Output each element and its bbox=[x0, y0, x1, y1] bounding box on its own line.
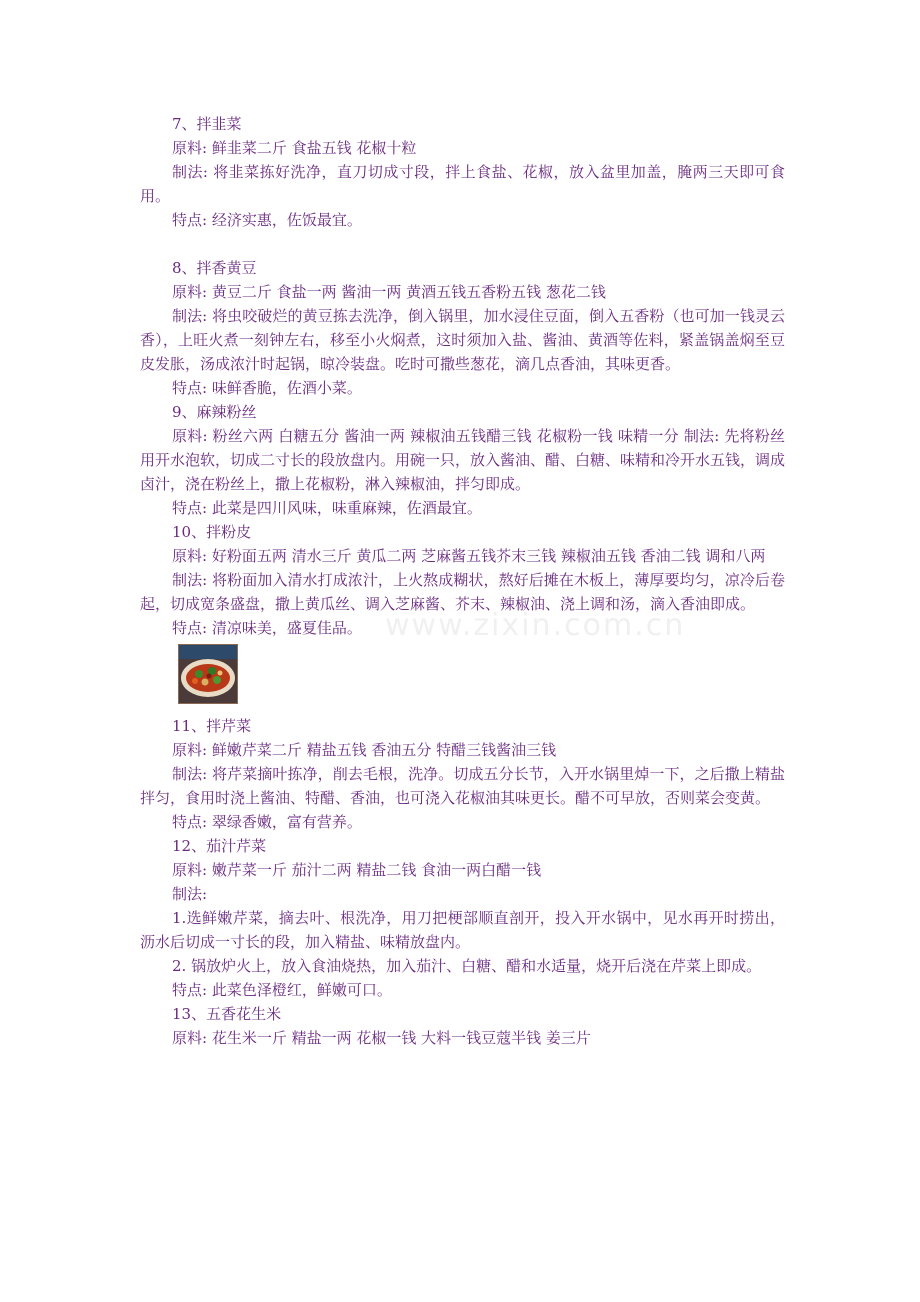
recipe-title: 12、茄汁芹菜 bbox=[172, 837, 267, 855]
method-paragraph: 制法: 将芹菜摘叶拣净，削去毛根，洗净。切成五分长节，入开水锅里焯一下，之后撒上精盐拌匀，食用时浇上酱油、特醋、香油，也可浇入花椒油其味更长。醋不可早放，否则菜会变黄。 bbox=[140, 765, 785, 807]
ingredients-line: 原料: 花生米一斤 精盐一两 花椒一钱 大料一钱豆蔻半钱 姜三片 bbox=[172, 1029, 591, 1047]
ingredients-line: 原料: 黄豆二斤 食盐一两 酱油一两 黄酒五钱五香粉五钱 葱花二钱 bbox=[172, 283, 606, 301]
watermark: www.zixin.com.cn bbox=[385, 608, 686, 643]
recipe-title: 7、拌韭菜 bbox=[172, 115, 242, 133]
recipe-title: 8、拌香黄豆 bbox=[172, 259, 257, 277]
ingredients-line: 原料: 鲜嫩芹菜二斤 精盐五钱 香油五分 特醋三钱酱油三钱 bbox=[172, 741, 557, 759]
ingredients-line: 原料: 鲜韭菜二斤 食盐五钱 花椒十粒 bbox=[172, 139, 417, 157]
method-paragraph: 制法: 将韭菜拣好洗净，直刀切成寸段，拌上食盐、花椒，放入盆里加盖，腌两三天即可食用。 bbox=[140, 163, 785, 205]
method-step: 2. 锅放炉火上，放入食油烧热，加入茄汁、白糖、醋和水适量，烧开后浇在芹菜上即成。 bbox=[172, 957, 762, 975]
feature-line: 特点: 此菜色泽橙红，鲜嫩可口。 bbox=[172, 981, 392, 999]
method-step: 1.选鲜嫩芹菜，摘去叶、根洗净，用刀把梗部顺直剖开，投入开水锅中，见水再开时捞出，沥水后切成一寸长的段，加入精盐、味精放盘内。 bbox=[140, 909, 785, 951]
recipe-title: 13、五香花生米 bbox=[172, 1005, 282, 1023]
recipe-title: 11、拌芹菜 bbox=[172, 717, 252, 735]
method-paragraph: 制法: 将虫咬破烂的黄豆拣去洗净，倒入锅里，加水浸住豆面，倒入五香粉（也可加一钱灵云香），上旺火煮一刻钟左右，移至小火焖煮，这时须加入盐、酱油、黄酒等佐料，紧盖锅盖焖至豆皮发胀，汤成浓汁时起锅，晾冷装盘。吃时可撒些葱花，滴几点香油，其味更香。 bbox=[140, 307, 785, 373]
method-paragraph: 制法: 将粉面加入清水打成浓汁，上火熬成糊状，熬好后摊在木板上，薄厚要均匀，凉冷后卷起，切成宽条盛盘，撒上黄瓜丝、调入芝麻酱、芥末、辣椒油、浇上调和汤，滴入香油即成。 bbox=[140, 571, 785, 613]
recipe-content bbox=[140, 112, 785, 1050]
recipe-title: 9、麻辣粉丝 bbox=[172, 403, 257, 421]
recipe-title: 10、拌粉皮 bbox=[172, 523, 252, 541]
ingredients-line: 原料: 好粉面五两 清水三斤 黄瓜二两 芝麻酱五钱芥末三钱 辣椒油五钱 香油二钱 调和八两 bbox=[172, 547, 766, 565]
ingredients-line: 原料: 嫩芹菜一斤 茄汁二两 精盐二钱 食油一两白醋一钱 bbox=[172, 861, 542, 879]
feature-line: 特点: 清凉味美，盛夏佳品。 bbox=[172, 619, 362, 637]
feature-line: 特点: 味鲜香脆，佐酒小菜。 bbox=[172, 379, 362, 397]
method-label: 制法: bbox=[172, 885, 208, 903]
feature-line: 特点: 翠绿香嫩，富有营养。 bbox=[172, 813, 362, 831]
feature-line: 特点: 此菜是四川风味，味重麻辣，佐酒最宜。 bbox=[172, 499, 482, 517]
blank-line bbox=[140, 232, 785, 256]
dish-photo bbox=[178, 644, 238, 704]
ingredients-and-method-paragraph: 原料: 粉丝六两 白糖五分 酱油一两 辣椒油五钱醋三钱 花椒粉一钱 味精一分 制法: 先将粉丝用开水泡软，切成二寸长的段放盘内。用碗一只，放入酱油、醋、白糖、味精和冷开水五钱，调成卤汁，浇在粉丝上，撒上花椒粉，淋入辣椒油，拌匀即成。 bbox=[140, 427, 786, 493]
feature-line: 特点: 经济实惠，佐饭最宜。 bbox=[172, 211, 362, 229]
dish-photo-container bbox=[140, 644, 785, 706]
